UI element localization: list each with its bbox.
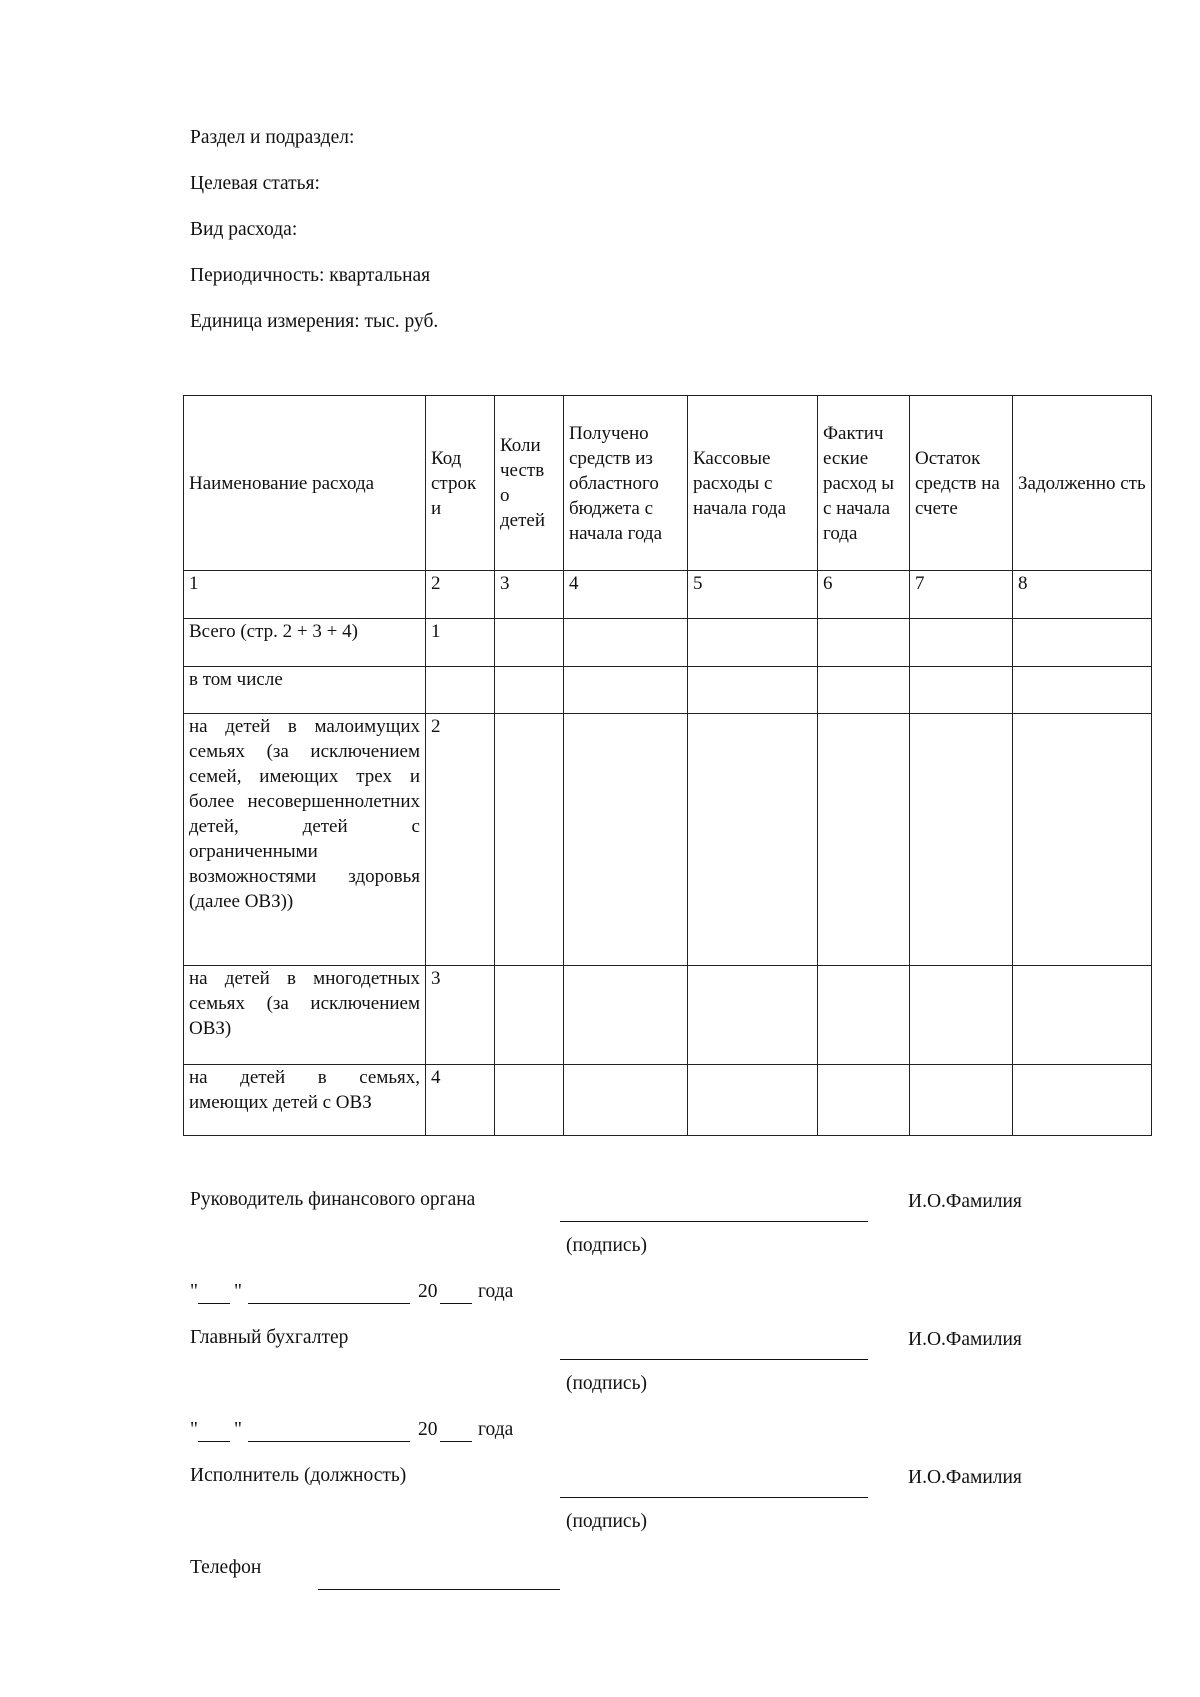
empty-cell <box>495 1065 564 1136</box>
phone-line <box>318 1589 560 1590</box>
date-suffix: года <box>478 1281 514 1302</box>
column-number: 6 <box>818 571 910 619</box>
column-number: 3 <box>495 571 564 619</box>
phone-label: Телефон <box>190 1557 262 1578</box>
column-number: 7 <box>910 571 1013 619</box>
empty-cell <box>688 667 818 714</box>
empty-cell <box>564 714 688 966</box>
target-article-label: Целевая статья: <box>190 173 320 194</box>
date-quote-open: " <box>190 1281 198 1302</box>
empty-cell <box>564 966 688 1065</box>
empty-cell <box>818 667 910 714</box>
table-row <box>184 667 1152 714</box>
empty-cell <box>910 619 1013 667</box>
date-month-blank <box>248 1303 410 1304</box>
head-label: Руководитель финансового органа <box>190 1189 476 1210</box>
date-quote-close: " <box>234 1281 242 1302</box>
unit-label: Единица измерения: тыс. руб. <box>190 311 439 332</box>
date-day-blank <box>198 1303 230 1304</box>
row-name: на детей в многодетных семьях (за исключением ОВЗ) <box>184 966 426 1065</box>
name-placeholder: И.О.Фамилия <box>908 1467 1022 1488</box>
date-year-blank <box>440 1441 472 1442</box>
column-number: 5 <box>688 571 818 619</box>
column-header: Задолженно сть <box>1013 396 1152 571</box>
row-name: в том числе <box>184 667 426 714</box>
empty-cell <box>1013 619 1152 667</box>
column-header: Код строк и <box>426 396 495 571</box>
table-row <box>184 966 1152 1065</box>
date-quote-open: " <box>190 1419 198 1440</box>
empty-cell <box>1013 667 1152 714</box>
empty-cell <box>910 966 1013 1065</box>
empty-cell <box>495 966 564 1065</box>
signature-line <box>560 1221 868 1222</box>
empty-cell <box>910 714 1013 966</box>
row-code: 2 <box>426 714 495 966</box>
column-header: Кассовые расходы с начала года <box>688 396 818 571</box>
date-suffix: года <box>478 1419 514 1440</box>
row-name: Всего (стр. 2 + 3 + 4) <box>184 619 426 667</box>
column-header: Коли честв о детей <box>495 396 564 571</box>
empty-cell <box>495 619 564 667</box>
empty-cell <box>1013 966 1152 1065</box>
periodicity-label: Периодичность: квартальная <box>190 265 431 286</box>
expense-type-label: Вид расхода: <box>190 219 298 240</box>
empty-cell <box>818 966 910 1065</box>
row-code: 4 <box>426 1065 495 1136</box>
signature-line <box>560 1497 868 1498</box>
empty-cell <box>495 714 564 966</box>
column-header: Получено средств из областного бюджета с начала года <box>564 396 688 571</box>
accountant-label: Главный бухгалтер <box>190 1327 349 1348</box>
table-header-row <box>184 396 1152 571</box>
signature-caption: (подпись) <box>566 1235 647 1256</box>
row-name: на детей в малоимущих семьях (за исключением семей, имеющих трех и более несовершеннолетних детей, детей с ограниченными возможностями здоровья (далее ОВЗ)) <box>184 714 426 966</box>
signature-caption: (подпись) <box>566 1373 647 1394</box>
name-placeholder: И.О.Фамилия <box>908 1329 1022 1350</box>
column-header: Наименование расхода <box>184 396 426 571</box>
executor-label: Исполнитель (должность) <box>190 1465 407 1486</box>
date-year: 20 <box>418 1419 438 1440</box>
date-quote-close: " <box>234 1419 242 1440</box>
column-header: Остаток средств на счете <box>910 396 1013 571</box>
empty-cell <box>688 714 818 966</box>
row-code: 3 <box>426 966 495 1065</box>
empty-cell <box>818 714 910 966</box>
empty-cell <box>564 619 688 667</box>
signature-caption: (подпись) <box>566 1511 647 1532</box>
date-year-blank <box>440 1303 472 1304</box>
column-number: 8 <box>1013 571 1152 619</box>
name-placeholder: И.О.Фамилия <box>908 1191 1022 1212</box>
table-row <box>184 714 1152 966</box>
date-month-blank <box>248 1441 410 1442</box>
empty-cell <box>688 619 818 667</box>
row-code <box>426 667 495 714</box>
column-number-row <box>184 571 1152 619</box>
report-table <box>183 395 1152 1136</box>
column-number: 1 <box>184 571 426 619</box>
empty-cell <box>1013 714 1152 966</box>
empty-cell <box>495 667 564 714</box>
empty-cell <box>688 966 818 1065</box>
date-year: 20 <box>418 1281 438 1302</box>
empty-cell <box>910 667 1013 714</box>
empty-cell <box>910 1065 1013 1136</box>
empty-cell <box>564 667 688 714</box>
section-label: Раздел и подраздел: <box>190 127 355 148</box>
column-number: 4 <box>564 571 688 619</box>
date-day-blank <box>198 1441 230 1442</box>
empty-cell <box>564 1065 688 1136</box>
column-number: 2 <box>426 571 495 619</box>
row-name: на детей в семьях, имеющих детей с ОВЗ <box>184 1065 426 1136</box>
row-code: 1 <box>426 619 495 667</box>
empty-cell <box>1013 1065 1152 1136</box>
empty-cell <box>818 1065 910 1136</box>
empty-cell <box>818 619 910 667</box>
signature-line <box>560 1359 868 1360</box>
empty-cell <box>688 1065 818 1136</box>
column-header: Фактич еские расход ы с начала года <box>818 396 910 571</box>
table-row <box>184 619 1152 667</box>
table-row <box>184 1065 1152 1136</box>
